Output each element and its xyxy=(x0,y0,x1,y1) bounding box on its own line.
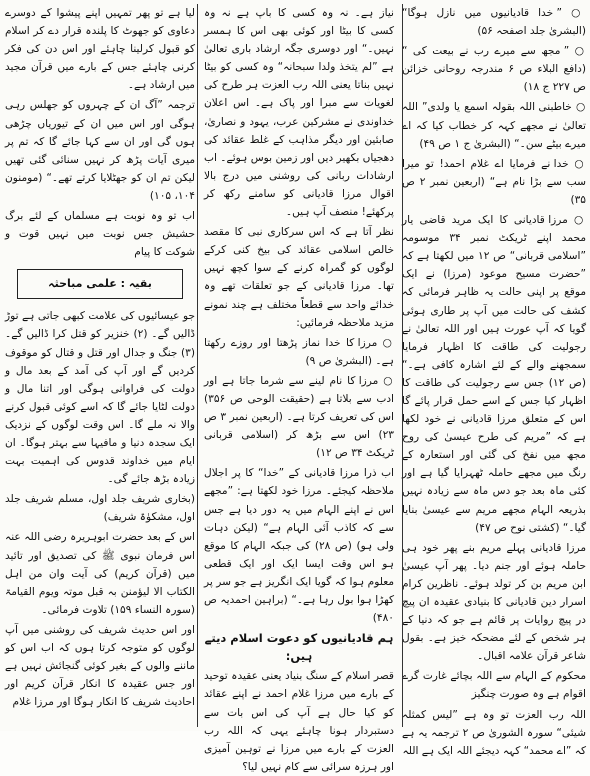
paragraph: ○ مرزا کا خدا نماز پڑھتا اور روزے رکھتا ہے۔ (البشریٰ ص ۹) xyxy=(204,334,394,370)
paragraph: اب تو وہ نوبت ہے مسلماں کے لئے برگ حشیش جس نوبت میں نہیں قوت و شوکت کا پیام xyxy=(5,210,195,259)
paragraph: مرزا قادیانی پہلے مریم بنے پھر خود ہی حاملہ ہوئے اور جنم دیا۔ پھر آپ عیسیٰ ابن مریم بن کر تولد ہوئے۔ ناظرین کرام اسرار دین قادیانی کا بنیادی عقیدہ ان پیچ در پیچ روایات پر قائم ہے جو کہ دنیا کے ہر شخص کے لئے مضحکہ خیز ہے۔ بقول شاعر قرآن علامہ اقبال۔ xyxy=(402,541,586,663)
paragraph: ○ خدا نے فرمایا اے غلام احمد! تو میرا سب سے بڑا نام ہے“ (اربعین نمبر ۲ ص ۳۵) xyxy=(402,155,586,209)
paragraph: نظر آتا ہے کہ اس سرکاری نبی کا مقصد خالص اسلامی عقائد کی بیخ کنی کرکے لوگوں کو گمراہ کرنے کے سوا کچھ نہیں تھا۔ مرزا قادیانی کے جو تعلقات تھے وہ خدائے واحد سے قطعاً مختلف ہے چند نمونے مزید ملاحظہ فرمائیں: xyxy=(204,226,394,329)
paragraph: محکوم کے الہام سے اللہ بچائے غارت گرے اقوام ہے وہ صورت چنگیز xyxy=(402,670,586,701)
column-divider xyxy=(402,4,403,727)
column-divider xyxy=(197,4,198,727)
section-heading: ہم قادیانیوں کو دعوت اسلام دیتے ہیں: xyxy=(204,631,394,664)
paragraph: جو عیسائیوں کی علامت کبھی جاتی ہے توڑ ڈالیں گے۔ (۲) خنزیر کو قتل کرا ڈالیں گے۔ (۳) جنگ و جدال اور قتل و قتال کو موقوف کردیں گے اور آپ کی آمد کے بعد مال و دولت کی فراوانی ہوگی اور اتنا مال و دولت لٹایا جائے گا کہ اسے کوئی قبول کرنے والا نہ ملے گا۔ اس وقت لوگوں کے نزدیک ایک سجدہ دنیا و مافیہا سے بہتر ہوگا۔ ان ایام میں خداوند قدوس کی اہمیت بہت زیادہ بڑھ جائے گی۔ xyxy=(5,310,195,486)
paragraph: نیاز ہے۔ نہ وہ کسی کا باپ ہے نہ وہ کسی کا بیٹا اور کوئی بھی اس کا ہمسر نہیں۔“ اور دوسری جگہ ارشاد باری تعالیٰ ہے ”لم یتخذ ولدا سبحانہ“ وہ کسی کو بیٹا نہیں بناتا یعنی اللہ رب العزت ہر طرح کی لغویات سے مبرا اور پاک ہے۔ اس اعلان خداوندی نے مشرکین عرب، یہود و نصاریٰ، صابئین اور دیگر مذاہب کے غلط عقائد کی دھجیاں بکھیر دیں اور زمین بوس ہوئے۔ اب ارشادات ربانی کی روشنی میں درج بالا اقوال مرزا قادیانی کو سامنے رکھ کر پرکھئے! منصف آپ ہیں۔ xyxy=(204,7,394,219)
paragraph: ○ ” مجھ سے میرے رب نے بیعت کی “ (دافع البلاء ص ۶ مندرجہ روحانی خزائن ص ۲۲۷ ج ۱۸) xyxy=(402,42,586,96)
paragraph: ○ مرزا کا نام لینے سے شرما جاتا ہے اور ادب سے بلاتا ہے (حقیقت الوحی ص ۳۵۶) اس کی تعریف کرتا ہے۔ (اربعین نمبر ۳ ص ۲۳) اس سے بڑھ کر (اسلامی قربانی ٹریکٹ ۳۴ ص ۱۲) xyxy=(204,372,394,462)
paragraph: ترجمہ ”آگ ان کے چہروں کو جھلس رہی ہوگی اور اس میں ان کے تیوریاں چڑھی ہوں گی اور ان سے کہا جائے گا کہ تم پر میری آیات پڑھ کر نہیں سنائی گئی تھیں لیکن تم ان کو جھٹلایا کرتے تھے۔“ (مومنون ۱۰۴، ۱۰۵) xyxy=(5,99,195,202)
paragraph: اللہ رب العزت تو وہ ہے ”لیس کمثلہ شیئی“ سورہ الشوریٰ ص ۲ ترجمہ یہ ہے کہ ”اے محمد“ کہہ دیجئے اللہ ایک ہے اللہ xyxy=(402,708,586,757)
paragraph: ○ ” خدا قادیانیوں میں نازل ہوگا“ (البشریٰ جلد اصفحہ ۵۶) xyxy=(402,4,586,40)
column-middle xyxy=(204,4,395,773)
paragraph: اس کے بعد حضرت ابوہریرہ رضی اللہ عنہ اس فرمان نبوی ﷺ کی تصدیق اور تائید میں (قرآن کریم) کی آیت وان من اہل الکتاب الا لیؤمنن بہ قبل موتہ ویوم القیامۃ (سورہ النساء ۱۵۹) تلاوت فرمائی۔ xyxy=(5,531,195,616)
paragraph: اب ذرا مرزا قادیانی کے ”خدا“ کا پر اجلال ملاحظہ کیجئے۔ مرزا خود لکھتا ہے: ”مجھے اس نے اپنے الہام میں یہ دور دیا ہے جس سے کہ کاذب آئی الہام ہے“ (لیکن دہات ولی ہو) (ص ۲۸) کی جبکہ الہام کا موقع ہو اس وقت ایسا ایک اور ایک قطعی معلوم ہوا کہ گویا ایک انگریز ہے جو سر پر کھڑا ہوا بول رہا ہے۔“ (براہین احمدیہ ص ۴۸۰) xyxy=(204,467,395,625)
paragraph: (بخاری شریف جلد اول، مسلم شریف جلد اول، مشکوٰۃ شریف) xyxy=(5,493,195,524)
boxed-heading: بقیہ : علمی مباحثہ xyxy=(17,269,183,299)
paragraph: اور اس حدیث شریف کی روشنی میں آپ لوگوں کو متوجہ کرتا ہوں کہ اب اس کو ماننے والوں کے بغیر کوئی گنجائش نہیں ہے اور جس عقیدہ کا انکار قرآن کریم اور احادیث شریف کا انکار ہوگا اور مرزا غلام xyxy=(5,623,195,709)
paragraph: قصر اسلام کے سنگ بنیاد یعنی عقیدہ توحید کے بارے میں مرزا غلام احمد نے اپنے عقائد کو کیا حال ہے آپ کی اس بات سے دستبردار ہونا چاہئے یہی کہ اللہ رب العزت کے بارے میں مرزا نے توہین آمیزی اور ہرزہ سرائی سے کام نہیں لیا؟ xyxy=(204,670,394,773)
paragraph: لیا ہے تو پھر تمہیں اپنے پیشوا کے دوسرے دعاوی کو جھوٹ کا پلندہ قرار دے کر اسلام کو قبول کرلینا چاہئے اور اس دن کی فکر کرنی چاہئے جس کے بارے میں قرآن مجید میں ارشاد ہے۔ xyxy=(5,7,195,92)
paragraph: ○ مرزا قادیانی کا ایک مرید قاضی یار محمد اپنے ٹریکٹ نمبر ۳۴ موسومہ ”اسلامی قربانی“ ص ۱۲ میں لکھتا ہے کہ ”حضرت مسیح موعود (مرزا) نے ایک موقع پر اپنی حالت یہ ظاہر فرمائی کہ کشف کی حالت میں آپ پر طاری ہوئی گویا کہ آپ عورت ہیں اور اللہ تعالیٰ نے رجولیت کی طاقت کا اظہار فرمایا سمجھنے والے کے لئے اشارہ کافی ہے۔“ (ص ۱۲) جس سے رجولیت کی طاقت کا اظہار کیا جس کے اسے حمل قرار پائے گا اس کے متعلق مرزا قادیانی نے خود لکھا ہے کہ ”مریم کی طرح عیسیٰ کی روح مجھ میں نفخ کی گئی اور استعارہ کے رنگ میں مجھے حاملہ ٹھہرایا گیا ہے اور کئی ماہ بعد جو دس ماہ سے زیادہ نہیں بذریعہ الہام مجھے مریم سے عیسیٰ بنایا گیا۔“ (کشتی نوح ص ۴۷) xyxy=(402,211,586,537)
column-left xyxy=(5,4,195,727)
column-right xyxy=(402,4,587,757)
paragraph: ○ خاطبنی اللہ بقولہ اسمع یا ولدی” اللہ تعالیٰ نے مجھے کہہ کر خطاب کیا کہ اے میرے بیٹے سن۔“ (البشریٰ ج ۱ ص ۴۹) xyxy=(402,98,586,152)
